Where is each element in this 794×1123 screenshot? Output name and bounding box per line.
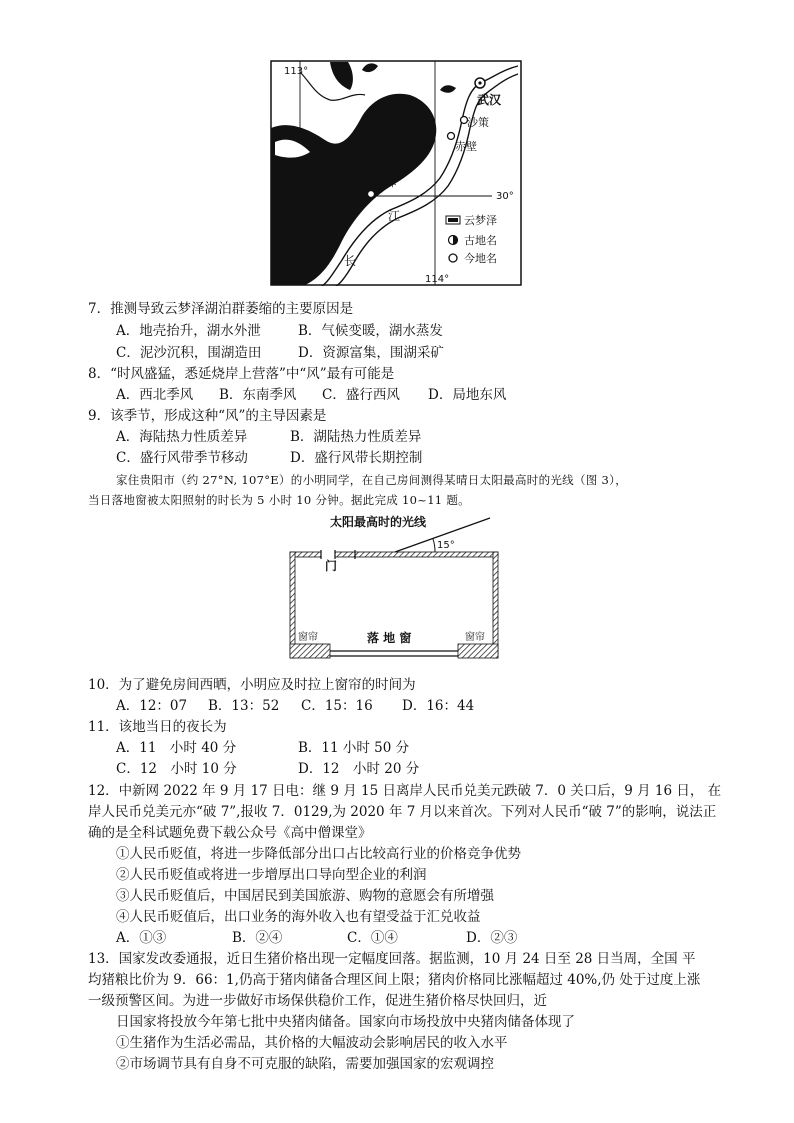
door-label: 门 — [325, 559, 338, 573]
q7-stem: 7．推测导致云梦泽湖泊群萎缩的主要原因是 — [88, 301, 354, 317]
map-figure — [270, 60, 522, 286]
shace-label: 沙策 — [467, 116, 489, 129]
q9-option-a[interactable]: A．海陆热力性质差异 — [116, 429, 248, 445]
q8-option-a[interactable]: A．西北季风 — [116, 387, 194, 403]
river-jiang-label: 江 — [388, 209, 401, 223]
q9-option-d[interactable]: D．盛行风带长期控制 — [290, 450, 423, 466]
q7-option-b[interactable]: B．气候变暖，湖水蒸发 — [298, 323, 443, 339]
q8-option-b[interactable]: B．东南季风 — [219, 387, 297, 403]
lon-left-label: 113° — [284, 66, 309, 77]
legend-yunmengze: 云梦泽 — [464, 214, 497, 227]
curtain-right-label: 窗帘 — [465, 632, 485, 643]
q13-stem-line-4: 日国家将投放今年第七批中央猪肉储备。国家向市场投放中央猪肉储备体现了 — [116, 1014, 575, 1030]
q12-statement-3: ③人民币贬值后，中国居民到美国旅游、购物的意愿会有所增强 — [116, 888, 494, 904]
q13-statement-1: ①生猪作为生活必需品，其价格的大幅波动会影响居民的收入水平 — [116, 1035, 508, 1051]
q13-statement-2: ②市场调节具有自身不可克服的缺陷，需要加强国家的宏观调控 — [116, 1056, 494, 1072]
q12-stem-line-1: 12．中新网 2022 年 9 月 17 日电：继 9 月 15 日离岸人民币兑美元跌破 7．0 关口后，9 月 16 日， 在 — [88, 783, 722, 799]
q11-option-c[interactable]: C．12 小时 10 分 — [116, 761, 237, 777]
wulin-label: 乌林 — [374, 176, 396, 189]
q12-option-a[interactable]: A．①③ — [116, 930, 167, 946]
q10-option-c[interactable]: C．15：16 — [301, 698, 373, 714]
lat-label: 30° — [496, 191, 514, 202]
q7-option-c[interactable]: C．泥沙沉积，围湖造田 — [116, 345, 262, 361]
q12-option-b[interactable]: B．②④ — [232, 930, 283, 946]
map-legend — [446, 213, 497, 265]
legend-modern: 今地名 — [464, 252, 497, 265]
q10-option-b[interactable]: B．13：52 — [208, 698, 280, 714]
wuhan-label: 武汉 — [477, 93, 502, 107]
q8-stem: 8．“时风盛猛，悉延烧岸上营落”中“风”最有可能是 — [88, 366, 395, 382]
q7-option-a[interactable]: A．地壳抬升，湖水外泄 — [116, 323, 261, 339]
q13-stem-line-1: 13．国家发改委通报，近日生猪价格出现一定幅度回落。据监测，10 月 24 日至 28 日当周，全国 平 — [88, 951, 696, 967]
legend-ancient: 古地名 — [464, 234, 497, 247]
room-diagram — [285, 512, 505, 662]
q8-option-d[interactable]: D．局地东风 — [428, 387, 507, 403]
q11-stem: 11．该地当日的夜长为 — [88, 719, 227, 735]
angle-label: 15° — [437, 540, 455, 551]
window-label: 落 地 窗 — [367, 631, 412, 645]
yunmengze-map — [270, 60, 522, 286]
q12-stem-line-3: 确的是全科试题免费下载公众号《高中僧课堂》 — [88, 825, 372, 841]
q7-option-d[interactable]: D．资源富集，围湖采矿 — [298, 345, 444, 361]
chibi-label: 赤壁 — [455, 140, 477, 153]
q13-stem-line-3: 一级预警区间。为进一步做好市场保供稳价工作，促进生猪价格尽快回归，近 — [88, 993, 547, 1009]
q12-option-c[interactable]: C．①④ — [347, 930, 398, 946]
q9-option-c[interactable]: C．盛行风带季节移动 — [116, 450, 248, 466]
river-chang-label: 长 — [344, 254, 357, 268]
q9-option-b[interactable]: B．湖陆热力性质差异 — [290, 429, 422, 445]
q11-option-a[interactable]: A．11 小时 40 分 — [116, 740, 237, 756]
q10-option-a[interactable]: A．12：07 — [116, 698, 188, 714]
q11-option-d[interactable]: D．12 小时 20 分 — [298, 761, 420, 777]
q12-statement-2: ②人民币贬值或将进一步增厚出口导向型企业的利润 — [116, 867, 427, 883]
q8-option-c[interactable]: C．盛行西风 — [322, 387, 400, 403]
q11-option-b[interactable]: B．11 小时 50 分 — [298, 740, 410, 756]
q12-option-d[interactable]: D．②③ — [466, 930, 518, 946]
q10-option-d[interactable]: D．16：44 — [402, 698, 475, 714]
q9-stem: 9．该季节，形成这种“风”的主导因素是 — [88, 408, 327, 424]
q13-stem-line-2: 均猪粮比价为 9．66：1,仍高于猪肉储备合理区间上限；猪肉价格同比涨幅超过 40%,仍 处于过度上涨 — [88, 972, 701, 988]
q10-stem: 10．为了避免房间西晒，小明应及时拉上窗帘的时间为 — [88, 677, 416, 693]
intro-line-1: 家住贵阳市（约 27°N, 107°E）的小明同学，在自己房间测得某晴日太阳最高时的光线（图 3）， — [116, 473, 627, 487]
q12-stem-line-2: 岸人民币兑美元亦“破 7”,报收 7．0129,为 2020 年 7 月以来首次。下列对人民币“破 7”的影响，说法正 — [88, 804, 717, 820]
q12-statement-1: ①人民币贬值，将进一步降低部分出口占比较高行业的价格竞争优势 — [116, 846, 521, 862]
intro-line-2: 当日落地窗被太阳照射的时长为 5 小时 10 分钟。据此完成 10~11 题。 — [88, 493, 470, 507]
room-figure — [285, 512, 505, 662]
q12-statement-4: ④人民币贬值后，出口业务的海外收入也有望受益于汇兑收益 — [116, 909, 481, 925]
wulin-marker — [368, 191, 375, 198]
chibi-marker — [448, 133, 455, 140]
curtain-left-label: 窗帘 — [298, 632, 318, 643]
lon-right-label: 114° — [425, 274, 450, 285]
ray-label: 太阳最高时的光线 — [330, 515, 427, 529]
